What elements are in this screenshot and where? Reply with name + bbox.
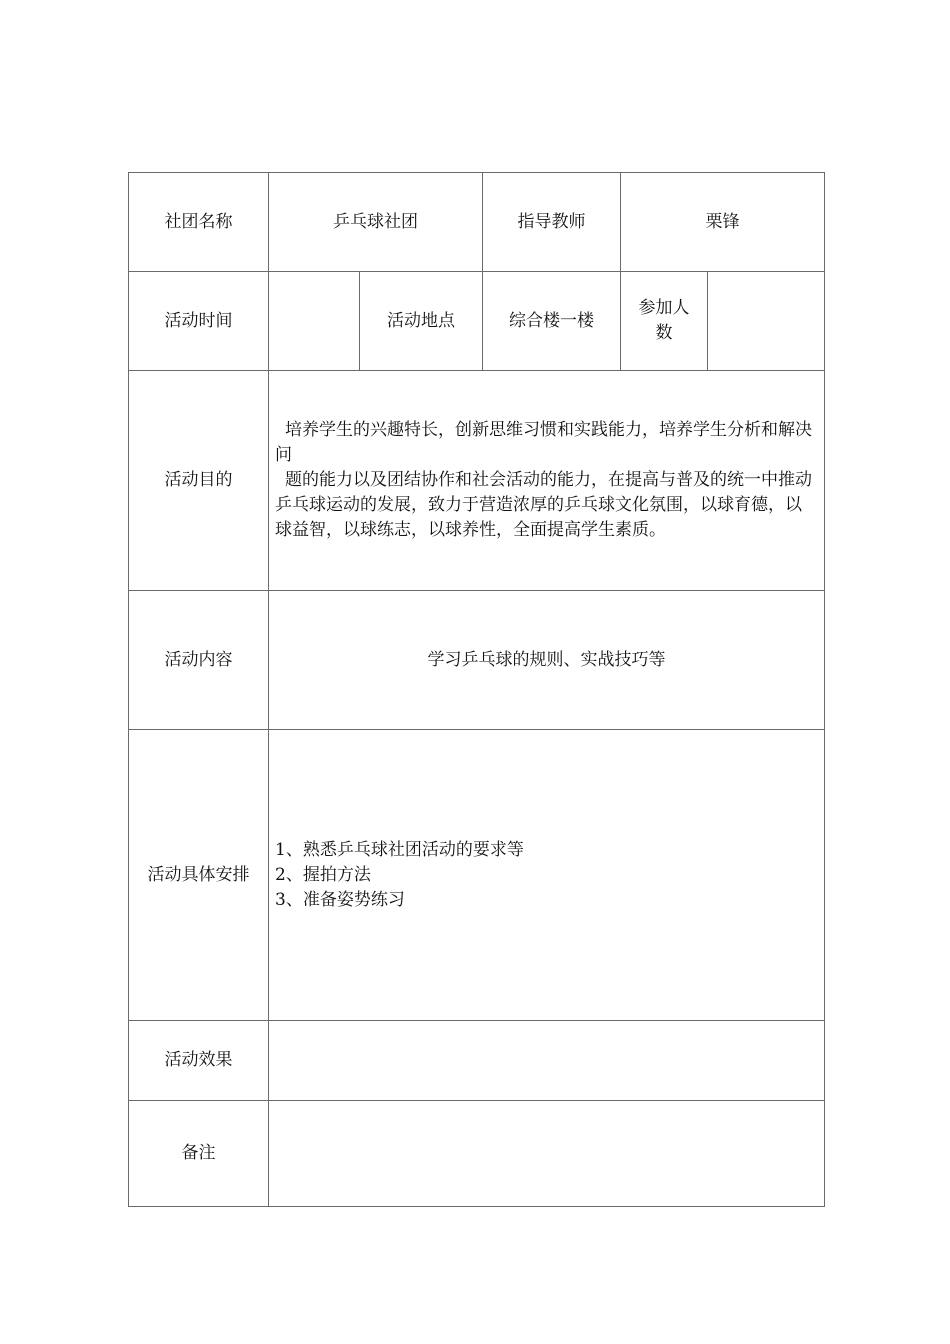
purpose-paragraph-1: 培养学生的兴趣特长，创新思维习惯和实践能力，培养学生分析和解决问 xyxy=(275,420,812,465)
club-name-value: 乒乓球社团 xyxy=(269,173,483,272)
schedule-item: 2、握拍方法 xyxy=(275,864,371,885)
content-value: 学习乒乓球的规则、实战技巧等 xyxy=(269,591,825,730)
row-content xyxy=(129,591,825,730)
participants-label xyxy=(621,272,708,371)
row-purpose xyxy=(129,371,825,591)
participants-value xyxy=(708,272,825,371)
club-activity-form xyxy=(128,172,825,1207)
schedule-item: 3、准备姿势练习 xyxy=(275,889,405,910)
purpose-value xyxy=(269,371,825,591)
schedule-label: 活动具体安排 xyxy=(129,730,269,1021)
club-name-label: 社团名称 xyxy=(129,173,269,272)
participants-label-line2: 数 xyxy=(655,323,673,343)
row-schedule xyxy=(129,730,825,1021)
teacher-value: 栗锋 xyxy=(621,173,825,272)
row-remarks xyxy=(129,1101,825,1207)
purpose-label: 活动目的 xyxy=(129,371,269,591)
effect-value xyxy=(269,1021,825,1101)
row-effect xyxy=(129,1021,825,1101)
time-label: 活动时间 xyxy=(129,272,269,371)
time-value xyxy=(269,272,360,371)
teacher-label: 指导教师 xyxy=(483,173,621,272)
purpose-paragraph-2: 题的能力以及团结协作和社会活动的能力，在提高与普及的统一中推动乒乓球运动的发展，致力于营造浓厚的乒乓球文化氛围，以球育德，以球益智，以球练志，以球养性，全面提高学生素质。 xyxy=(275,470,812,540)
remarks-value xyxy=(269,1101,825,1207)
row-time-location xyxy=(129,272,825,371)
location-label: 活动地点 xyxy=(360,272,483,371)
remarks-label: 备注 xyxy=(129,1101,269,1207)
effect-label: 活动效果 xyxy=(129,1021,269,1101)
content-label: 活动内容 xyxy=(129,591,269,730)
schedule-item: 1、熟悉乒乓球社团活动的要求等 xyxy=(275,839,524,860)
participants-label-line1: 参加人 xyxy=(638,298,690,318)
location-value: 综合楼一楼 xyxy=(483,272,621,371)
row-club-info xyxy=(129,173,825,272)
schedule-value xyxy=(269,730,825,1021)
